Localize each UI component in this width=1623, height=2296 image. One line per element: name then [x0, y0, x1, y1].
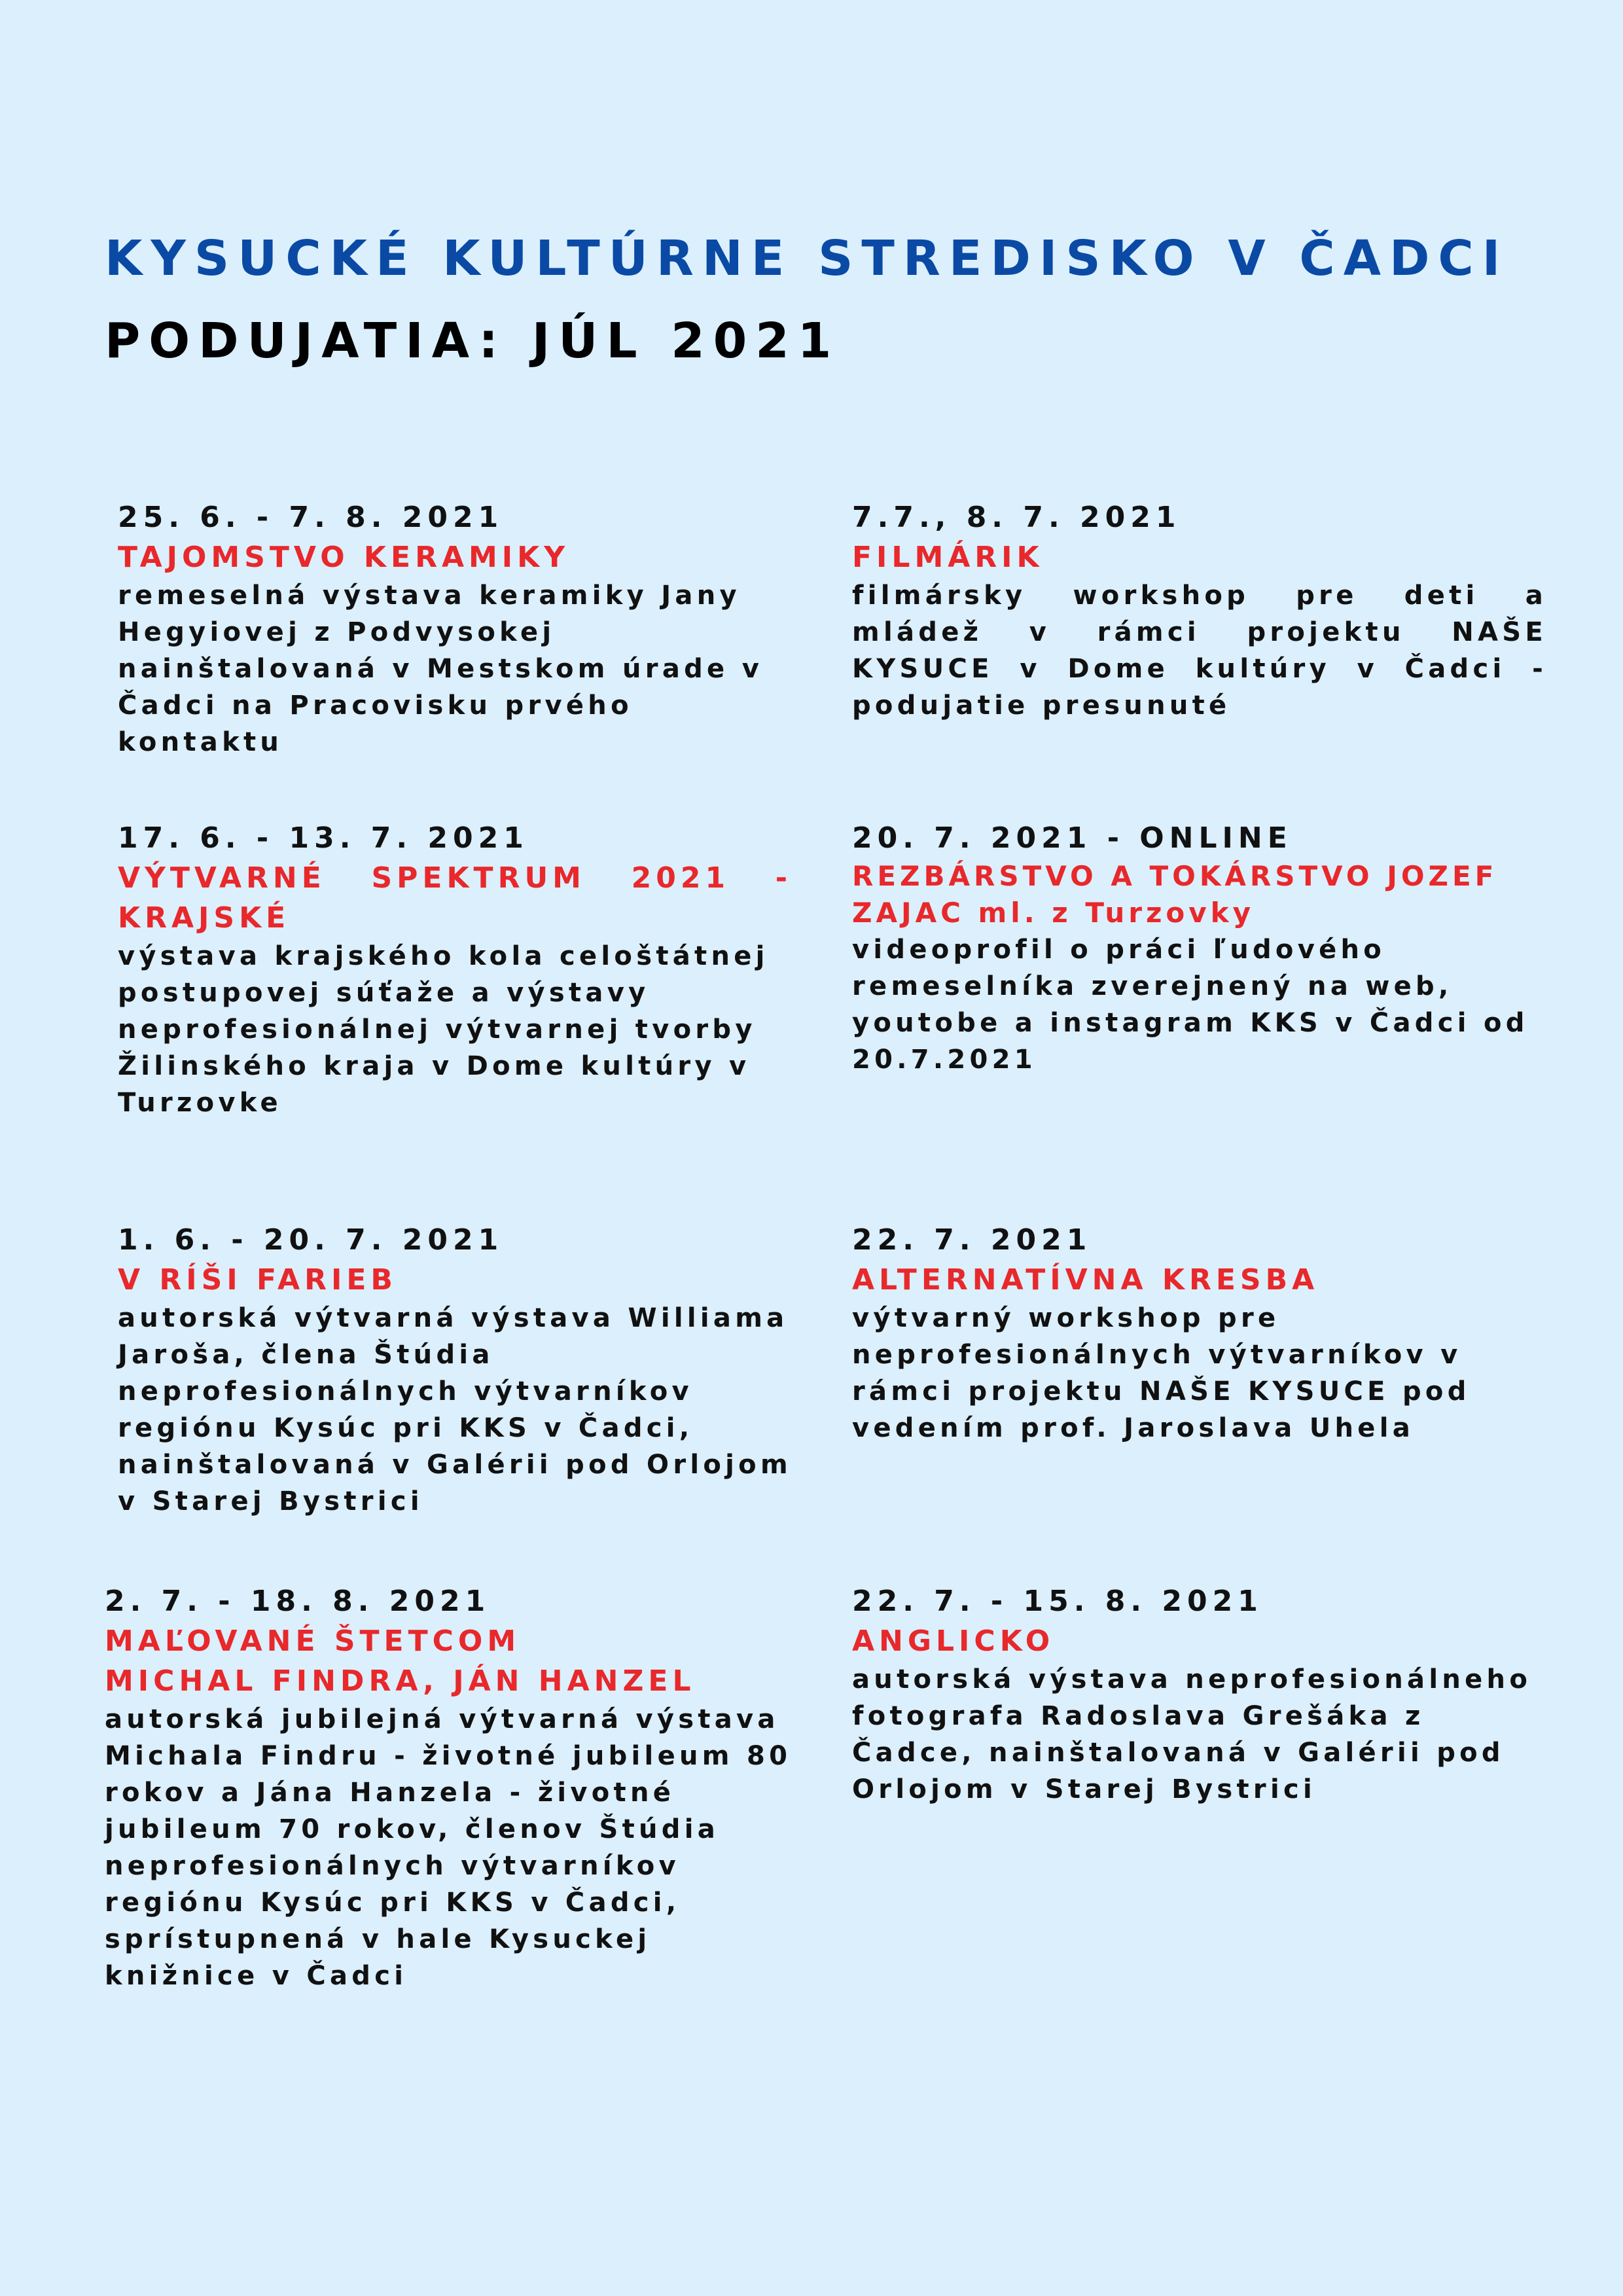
event-description: videoprofil o práci ľudového remeselníka zverejnený na web, youtobe a instagram KKS v Čadci od 20.7.2021 [852, 935, 1529, 1075]
event-name: FILMÁRIK [852, 541, 1044, 574]
event-date: 25. 6. - 7. 8. 2021 [118, 501, 504, 534]
event-name: VÝTVARNÉ SPEKTRUM 2021 - KRAJSKÉ [118, 861, 792, 935]
event-date: 1. 6. - 20. 7. 2021 [118, 1223, 504, 1257]
event-description: výstava krajského kola celoštátnej postupovej súťaže a výstavy neprofesionálnej výtvarnej tvorby Žilinského kraja v Dome kultúry v Turzovke [118, 941, 769, 1118]
event-name: ALTERNATÍVNA KRESBA [852, 1263, 1319, 1297]
event-tajomstvo-keramiky [118, 497, 798, 761]
event-v-risi-farieb [118, 1220, 798, 1520]
event-name: ANGLICKO [852, 1624, 1055, 1658]
page-title: KYSUCKÉ KULTÚRNE STREDISKO V ČADCI [105, 230, 1509, 287]
event-name-line1: MAĽOVANÉ ŠTETCOM [105, 1624, 521, 1658]
event-date: 17. 6. - 13. 7. 2021 [118, 821, 529, 855]
event-description: remeselná výstava keramiky Jany Hegyiovej z Podvysokej nainštalovaná v Mestskom úrade v Čadci na Pracovisku prvého kontaktu [118, 581, 764, 757]
event-date: 7.7., 8. 7. 2021 [852, 501, 1181, 534]
event-date: 2. 7. - 18. 8. 2021 [105, 1585, 491, 1618]
event-description: autorská jubilejná výtvarná výstava Michala Findru - životné jubileum 80 rokov a Jána Hanzela - životné jubileum 70 rokov, členov Štúdia neprofesionálnych výtvarníkov regiónu Kysúc pri KKS v Čadci, sprístupnená v hale Kysuckej knižnice v Čadci [105, 1704, 792, 1991]
event-date: 20. 7. 2021 - ONLINE [852, 821, 1293, 855]
event-description: filmársky workshop pre deti a mládež v rámci projektu NAŠE KYSUCE v Dome kultúry v Čadci - podujatie presunuté [852, 581, 1547, 721]
event-description: autorská výtvarná výstava Williama Jaroša, člena Štúdia neprofesionálnych výtvarníkov regiónu Kysúc pri KKS v Čadci, nainštalovaná v Galérii pod Orlojom v Starej Bystrici [118, 1303, 792, 1516]
event-name-line2: MICHAL FINDRA, JÁN HANZEL [105, 1664, 696, 1698]
event-date: 22. 7. - 15. 8. 2021 [852, 1585, 1263, 1618]
event-date: 22. 7. 2021 [852, 1223, 1092, 1257]
page-subtitle: PODUJATIA: JÚL 2021 [105, 313, 840, 369]
event-malovane-stetcom [105, 1581, 792, 1994]
event-anglicko [852, 1581, 1547, 1808]
event-vytvarne-spektrum [118, 818, 792, 1121]
event-rezbarstvo [852, 818, 1547, 1078]
event-name: REZBÁRSTVO A TOKÁRSTVO JOZEF ZAJAC ml. z Turzovky [852, 860, 1498, 929]
event-alternativna-kresba [852, 1220, 1547, 1446]
event-name: V RÍŠI FARIEB [118, 1263, 397, 1297]
event-filmarik [852, 497, 1547, 724]
event-description: výtvarný workshop pre neprofesionálnych výtvarníkov v rámci projektu NAŠE KYSUCE pod vedením prof. Jaroslava Uhela [852, 1303, 1471, 1443]
event-name: TAJOMSTVO KERAMIKY [118, 541, 570, 574]
event-description: autorská výstava neprofesionálneho fotografa Radoslava Grešáka z Čadce, nainštalovaná v Galérii pod Orlojom v Starej Bystrici [852, 1664, 1532, 1804]
